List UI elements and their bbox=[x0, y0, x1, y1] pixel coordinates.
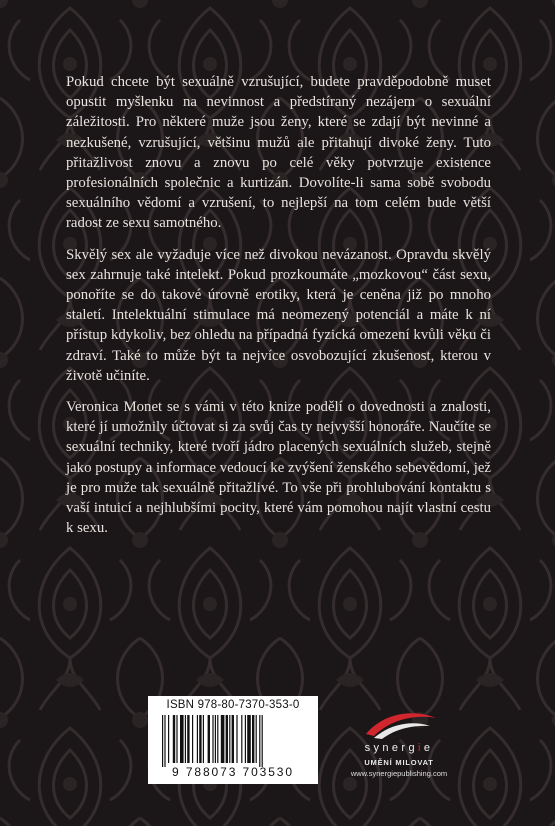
publisher-name-highlight: i bbox=[418, 742, 424, 754]
isbn-barcode-box bbox=[148, 696, 318, 784]
publisher-name-end: e bbox=[423, 742, 434, 754]
barcode-bars bbox=[160, 715, 306, 767]
blurb-paragraph-1: Pokud chcete být sexuálně vzrušující, budete pravděpodobně muset opustit myšlenku na nevinnost a předstíraný nezájem o sexuální záležitosti. Pro některé muže jsou ženy, které se zdají být nevinné a nezkušené, vzrušující, většinu mužů ale přitahují divoké ženy. Tuto přitažlivost znovu a znovu po celé věky potvrzuje existence profesionálních společnic a kurtizán. Dovolíte-li sama sobě svobodu sexuálního vědomí a vzrušení, to nejlepší na tom celém bude větší radost ze sexu samotného. bbox=[66, 74, 491, 232]
blurb-paragraph-3: Veronica Monet se s vámi v této knize podělí o dovednosti a znalosti, které jí umožnily účtovat si za svůj čas ty nejvyšší honoráře. Naučíte se sexuální techniky, které tvoří jádro placených sexuálních služeb, stejně jako postupy a informace vedoucí ke zvýšení ženského sebevědomí, jež je pro muže tak sexuálně přitažlivé. To vše při prohlubování kontaktu s vaší intuicí a nejhlubšími pocity, které vám pomohou najít vlastní cestu k sexu. bbox=[66, 399, 491, 537]
publisher-tagline: UMĚNÍ MILOVAT bbox=[364, 758, 434, 767]
isbn-label: ISBN 978-80-7370-353-0 bbox=[166, 699, 300, 711]
back-cover-blurb bbox=[66, 72, 491, 549]
publisher-url: www.synergiepublishing.com bbox=[350, 769, 448, 778]
barcode-digits: 9 788073 703530 bbox=[172, 765, 294, 779]
blurb-paragraph-2: Skvělý sex ale vyžaduje více než divokou nevázanost. Opravdu skvělý sex zahrnuje také intelekt. Pokud prozkoumáte „mozkovou“ část sexu, ponoříte se do takové úrovně erotiky, která je ceněna již po mnoho staletí. Intelektuální stimulace má neomezený potenciál a máte k ní přístup kdykoliv, bez ohledu na případná fyzická omezení kvůli věku či zdraví. Také to může být ta nejvíce osvobozující zkušenost, kterou v životě učiníte. bbox=[66, 246, 491, 384]
publisher-logo-swoosh-icon bbox=[360, 708, 440, 740]
publisher-name bbox=[340, 742, 458, 754]
publisher-name-start: synerg bbox=[364, 742, 419, 754]
